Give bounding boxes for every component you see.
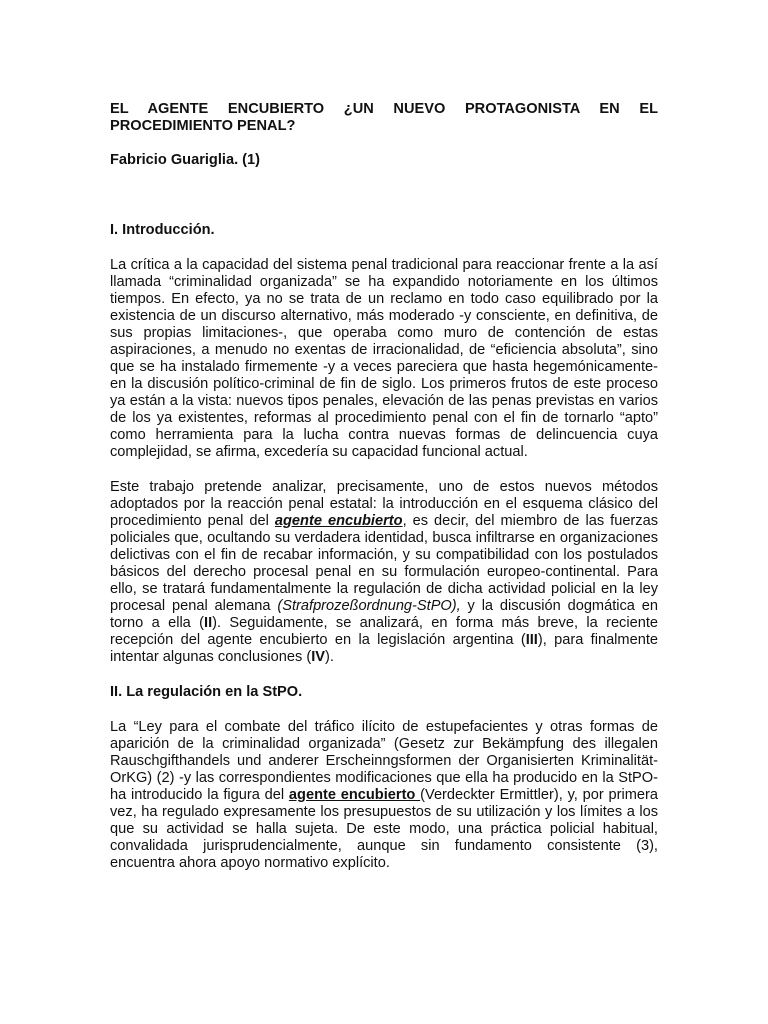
roman-numeral-ii: II [204, 615, 213, 631]
keyword-agente-encubierto-2: agente encubierto [288, 787, 421, 803]
text-run: ). [325, 649, 334, 665]
text-run: Este trabajo pretende analizar, precisamente, uno de estos nuevos métodos adoptados por la reacción penal estatal: la introducción en el esquema clásico del procedimiento penal del [110, 479, 658, 529]
keyword-agente-encubierto: agente encubierto [274, 513, 403, 529]
section-heading-introduccion: I. Introducción. [110, 222, 215, 238]
paragraph-intro-2 [110, 479, 658, 666]
section-heading-regulacion: II. La regulación en la StPO. [110, 684, 303, 700]
text-run: (Verdeckter Ermittler), y, por primera vez, ha regulado expresamente los presupuestos de su utilización y los límites a los que su actividad se halla sujeta. De este modo, una práctica policial habitual, convalidada jurisprudencialmente, aunque sin fundamento consistente (3), encuentra ahora apoyo normativo explícito. [110, 787, 659, 871]
text-run: ), para finalmente intentar algunas conclusiones ( [110, 632, 658, 665]
document-body [110, 101, 658, 872]
text-run: , es decir, del miembro de las fuerzas policiales que, ocultando su verdadera identidad, busca infiltrarse en organizaciones delictivas con el fin de recabar información, y su compatibilidad con los postulados básicos del derecho procesal penal en su formulación europeo-continental. Para ello, se tratará fundamentalmente la regulación de dicha actividad policial en la ley procesal penal alemana [110, 513, 658, 614]
document-title: EL AGENTE ENCUBIERTO ¿UN NUEVO PROTAGONISTA EN EL PROCEDIMIENTO PENAL? [110, 101, 658, 134]
paragraph-intro-1: La crítica a la capacidad del sistema penal tradicional para reaccionar frente a la así llamada “criminalidad organizada” se ha expandido notoriamente en los últimos tiempos. En efecto, ya no se trata de un reclamo en todo caso equilibrado por la existencia de un discurso alternativo, más moderado -y consciente, en definitiva, de sus propias limitaciones-, que operaba como muro de contención de estas aspiraciones, a menudo no exentas de irracionalidad, de “eficiencia absoluta”, sino que se ha instalado firmemente -y a veces pareciera que hasta hegemónicamente- en la discusión político-criminal de fin de siglo. Los primeros frutos de este proceso ya están a la vista: nuevos tipos penales, elevación de las penas previstas en varios de los ya existentes, reformas al procedimiento penal con el fin de tornarlo “apto” como herramienta para la lucha contra nuevas formas de delincuencia cuya complejidad, se afirma, excedería su capacidad funcional actual. [110, 257, 658, 460]
text-run: ). Seguidamente, se analizará, en forma más breve, la reciente recepción del agente encubierto en la legislación argentina ( [110, 615, 658, 648]
paragraph-regulacion-1 [110, 719, 658, 872]
text-run: y la discusión dogmática en torno a ella ( [110, 598, 658, 631]
roman-numeral-iv: IV [311, 649, 325, 665]
text-run: La “Ley para el combate del tráfico ilícito de estupefacientes y otras formas de aparición de la criminalidad organizada” (Gesetz zur Bekämpfung des illegalen Rauschgifthandels und anderer Erscheinngsformen der Organisierten Kriminalität-OrKG) (2) -y las correspondientes modificaciones que ella ha producido en la StPO- ha introducido la figura del [110, 719, 658, 803]
document-author: Fabricio Guariglia. (1) [110, 152, 261, 168]
roman-numeral-iii: III [525, 632, 538, 648]
italic-strafprozessordnung: (Strafprozeßordnung-StPO), [277, 598, 461, 614]
